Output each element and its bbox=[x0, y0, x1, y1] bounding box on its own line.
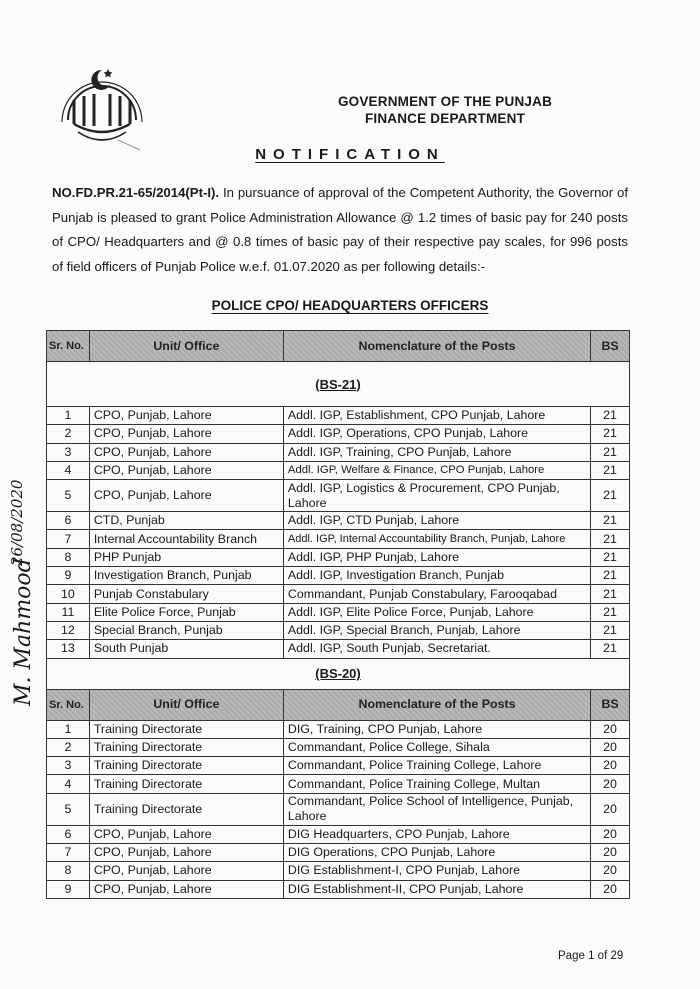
table-row bbox=[47, 443, 630, 461]
cell-unit: CPO, Punjab, Lahore bbox=[89, 880, 283, 898]
cell-unit: Training Directorate bbox=[89, 738, 283, 756]
cell-unit: Internal Accountability Branch bbox=[89, 530, 283, 548]
cell-sr: 5 bbox=[47, 480, 90, 512]
cell-post: Addl. IGP, Special Branch, Punjab, Lahore bbox=[283, 621, 590, 639]
cell-sr: 9 bbox=[47, 880, 90, 898]
table-row bbox=[47, 585, 630, 603]
cell-unit: Training Directorate bbox=[89, 720, 283, 738]
page-footer: Page 1 of 29 bbox=[558, 950, 624, 962]
table-row bbox=[47, 793, 630, 825]
cell-sr: 2 bbox=[47, 738, 90, 756]
cell-sr: 2 bbox=[47, 425, 90, 443]
table-row bbox=[47, 512, 630, 530]
cell-bs: 21 bbox=[591, 443, 630, 461]
grade-label: (BS-21) bbox=[315, 376, 361, 392]
cell-post: Addl. IGP, Elite Police Force, Punjab, Lahore bbox=[283, 603, 590, 621]
table-row bbox=[47, 775, 630, 793]
cell-bs: 20 bbox=[591, 738, 630, 756]
table-row bbox=[47, 548, 630, 566]
cell-post: Commandant, Police College, Sihala bbox=[283, 738, 590, 756]
cell-sr: 9 bbox=[47, 567, 90, 585]
cell-bs: 21 bbox=[591, 530, 630, 548]
header-unit-office: Unit/ Office bbox=[89, 689, 283, 720]
cell-sr: 6 bbox=[47, 825, 90, 843]
cell-post: Commandant, Police School of Intelligence, Punjab, Lahore bbox=[283, 793, 590, 825]
cell-bs: 20 bbox=[591, 793, 630, 825]
table-header-row bbox=[47, 331, 630, 362]
notification-text: In pursuance of approval of the Competent Authority, the Governor of Punjab is pleased to grant Police Administration Allowance @ 1.2 times of basic pay for 240 posts of CPO/ Headquarters and @ 0.8 times of basic pay of their respective pay scales, for 996 posts of field officers of Punjab Police w.e.f. 01.07.2020 as per following details:- bbox=[52, 185, 628, 274]
table-row bbox=[47, 480, 630, 512]
cell-sr: 8 bbox=[47, 548, 90, 566]
cell-bs: 21 bbox=[591, 621, 630, 639]
cell-sr: 1 bbox=[47, 407, 90, 425]
cell-post: Addl. IGP, PHP Punjab, Lahore bbox=[283, 548, 590, 566]
cell-unit: CPO, Punjab, Lahore bbox=[89, 862, 283, 880]
cell-unit: CPO, Punjab, Lahore bbox=[89, 825, 283, 843]
header-sr-no: Sr. No. bbox=[47, 689, 90, 720]
table-row bbox=[47, 880, 630, 898]
cell-bs: 21 bbox=[591, 640, 630, 658]
cell-unit: CPO, Punjab, Lahore bbox=[89, 443, 283, 461]
cell-bs: 20 bbox=[591, 862, 630, 880]
table-row bbox=[47, 862, 630, 880]
table-row bbox=[47, 640, 630, 658]
table-row bbox=[47, 720, 630, 738]
cell-sr: 3 bbox=[47, 443, 90, 461]
table-row bbox=[47, 567, 630, 585]
notification-body bbox=[52, 181, 628, 279]
cell-sr: 5 bbox=[47, 793, 90, 825]
table-row bbox=[47, 461, 630, 479]
cell-bs: 21 bbox=[591, 567, 630, 585]
page-number: 1 bbox=[588, 950, 595, 962]
table-row bbox=[47, 844, 630, 862]
cell-unit: Special Branch, Punjab bbox=[89, 621, 283, 639]
table-row bbox=[47, 407, 630, 425]
reference-number: NO.FD.PR.21-65/2014(Pt-I). bbox=[52, 185, 220, 200]
cell-post: DIG Headquarters, CPO Punjab, Lahore bbox=[283, 825, 590, 843]
cell-unit: Investigation Branch, Punjab bbox=[89, 567, 283, 585]
cell-sr: 13 bbox=[47, 640, 90, 658]
cell-sr: 6 bbox=[47, 512, 90, 530]
table-row bbox=[47, 825, 630, 843]
cell-post: Commandant, Punjab Constabulary, Farooqabad bbox=[283, 585, 590, 603]
header-sr-no: Sr. No. bbox=[47, 331, 90, 362]
cell-unit: CPO, Punjab, Lahore bbox=[89, 407, 283, 425]
cell-bs: 21 bbox=[591, 425, 630, 443]
grade-row bbox=[47, 362, 630, 407]
table-row bbox=[47, 621, 630, 639]
cell-unit: South Punjab bbox=[89, 640, 283, 658]
grade-label: (BS-20) bbox=[315, 666, 361, 682]
government-name: GOVERNMENT OF THE PUNJAB bbox=[337, 94, 553, 109]
grade-row bbox=[47, 658, 630, 689]
cell-post: Addl. IGP, CTD Punjab, Lahore bbox=[283, 512, 590, 530]
table-row bbox=[47, 530, 630, 548]
cell-unit: CPO, Punjab, Lahore bbox=[89, 461, 283, 479]
cell-post: Addl. IGP, Welfare & Finance, CPO Punjab, Lahore bbox=[283, 461, 590, 479]
header-bs: BS bbox=[591, 689, 630, 720]
cell-bs: 20 bbox=[591, 757, 630, 775]
notification-title: NOTIFICATION bbox=[255, 146, 445, 163]
cell-unit: CTD, Punjab bbox=[89, 512, 283, 530]
table-row bbox=[47, 738, 630, 756]
cell-unit: PHP Punjab bbox=[89, 548, 283, 566]
cell-post: Commandant, Police Training College, Lahore bbox=[283, 757, 590, 775]
table-row bbox=[47, 603, 630, 621]
department-name: FINANCE DEPARTMENT bbox=[364, 111, 526, 126]
header-bs: BS bbox=[591, 331, 630, 362]
table-row bbox=[47, 757, 630, 775]
cell-unit: Training Directorate bbox=[89, 793, 283, 825]
cell-sr: 11 bbox=[47, 603, 90, 621]
cell-bs: 21 bbox=[591, 512, 630, 530]
cell-post: Commandant, Police Training College, Multan bbox=[283, 775, 590, 793]
cell-post: DIG Establishment-II, CPO Punjab, Lahore bbox=[283, 880, 590, 898]
cell-post: Addl. IGP, Operations, CPO Punjab, Lahore bbox=[283, 425, 590, 443]
cell-post: Addl. IGP, Investigation Branch, Punjab bbox=[283, 567, 590, 585]
cell-unit: CPO, Punjab, Lahore bbox=[89, 425, 283, 443]
cell-bs: 21 bbox=[591, 480, 630, 512]
cell-post: DIG, Training, CPO Punjab, Lahore bbox=[283, 720, 590, 738]
header-unit-office: Unit/ Office bbox=[89, 331, 283, 362]
cell-bs: 20 bbox=[591, 720, 630, 738]
cell-post: Addl. IGP, Training, CPO Punjab, Lahore bbox=[283, 443, 590, 461]
cell-sr: 10 bbox=[47, 585, 90, 603]
cell-sr: 12 bbox=[47, 621, 90, 639]
cell-sr: 4 bbox=[47, 775, 90, 793]
header-nomenclature: Nomenclature of the Posts bbox=[283, 331, 590, 362]
cell-bs: 21 bbox=[591, 548, 630, 566]
signature-date: 26/08/2020 bbox=[8, 479, 26, 566]
cell-bs: 21 bbox=[591, 407, 630, 425]
cell-bs: 20 bbox=[591, 825, 630, 843]
header-nomenclature: Nomenclature of the Posts bbox=[283, 689, 590, 720]
cell-post: DIG Establishment-I, CPO Punjab, Lahore bbox=[283, 862, 590, 880]
cell-bs: 20 bbox=[591, 844, 630, 862]
handwritten-signature bbox=[2, 430, 42, 710]
cell-sr: 7 bbox=[47, 530, 90, 548]
cell-post: Addl. IGP, Establishment, CPO Punjab, Lahore bbox=[283, 407, 590, 425]
cell-bs: 20 bbox=[591, 880, 630, 898]
officers-table bbox=[46, 330, 630, 899]
cell-bs: 21 bbox=[591, 461, 630, 479]
cell-sr: 7 bbox=[47, 844, 90, 862]
cell-post: Addl. IGP, South Punjab, Secretariat. bbox=[283, 640, 590, 658]
cell-unit: Training Directorate bbox=[89, 775, 283, 793]
cell-sr: 8 bbox=[47, 862, 90, 880]
table-row bbox=[47, 425, 630, 443]
cell-unit: Training Directorate bbox=[89, 757, 283, 775]
letterhead bbox=[300, 93, 590, 127]
cell-post: DIG Operations, CPO Punjab, Lahore bbox=[283, 844, 590, 862]
cell-bs: 20 bbox=[591, 775, 630, 793]
cell-unit: CPO, Punjab, Lahore bbox=[89, 844, 283, 862]
cell-post: Addl. IGP, Logistics & Procurement, CPO Punjab, Lahore bbox=[283, 480, 590, 512]
cell-unit: Elite Police Force, Punjab bbox=[89, 603, 283, 621]
cell-post: Addl. IGP, Internal Accountability Branch, Punjab, Lahore bbox=[283, 530, 590, 548]
cell-bs: 21 bbox=[591, 603, 630, 621]
signature-name: M. Mahmood bbox=[11, 558, 36, 706]
cell-unit: CPO, Punjab, Lahore bbox=[89, 480, 283, 512]
punjab-government-seal-icon bbox=[58, 60, 146, 152]
table-header-row bbox=[47, 689, 630, 720]
cell-sr: 4 bbox=[47, 461, 90, 479]
cell-bs: 21 bbox=[591, 585, 630, 603]
cell-sr: 3 bbox=[47, 757, 90, 775]
page-total: 29 bbox=[610, 950, 624, 962]
cell-sr: 1 bbox=[47, 720, 90, 738]
cell-unit: Punjab Constabulary bbox=[89, 585, 283, 603]
section-title: POLICE CPO/ HEADQUARTERS OFFICERS bbox=[211, 298, 489, 313]
